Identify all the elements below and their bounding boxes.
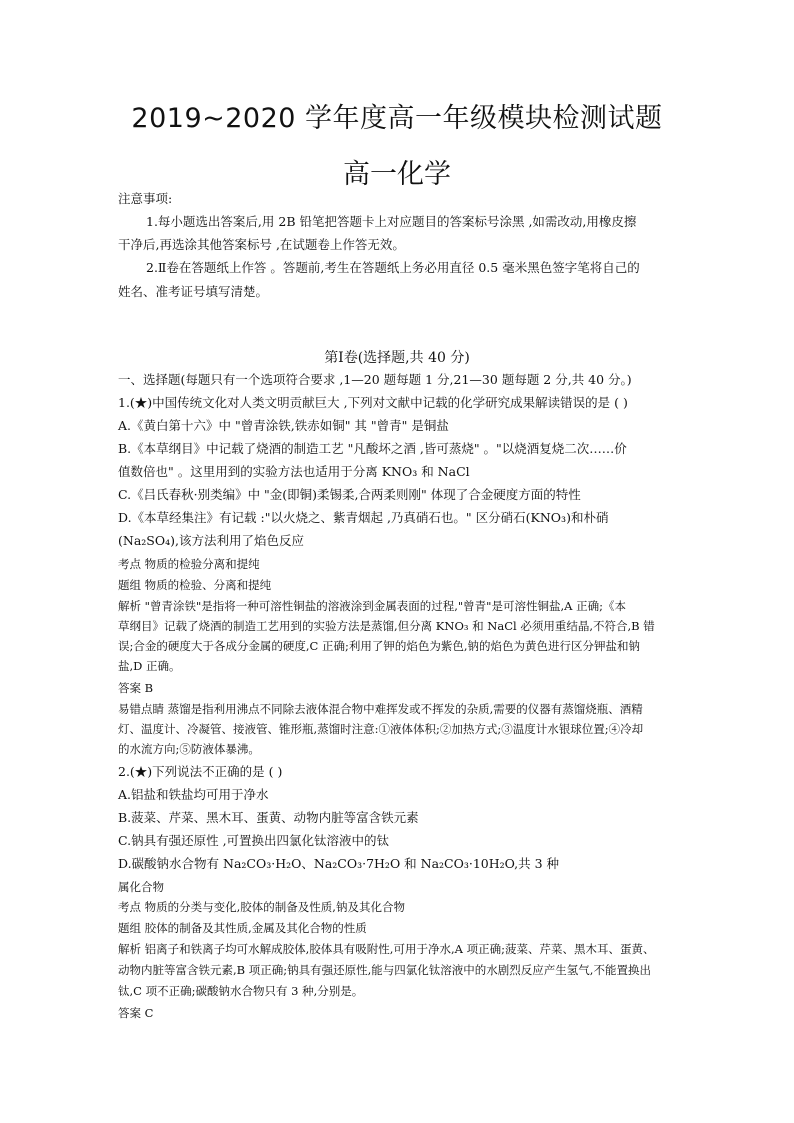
q1-option-d-line-1: D.《本草经集注》有记载 :"以火烧之、紫青烟起 ,乃真硝石也。" 区分硝石(KNO₃)和朴硝 <box>118 510 609 525</box>
q2-option-d-line-2: 属化合物 <box>118 880 164 894</box>
note-2-line-2: 姓名、准考证号填写清楚。 <box>118 284 269 299</box>
q1-option-d-line-2: (Na₂SO₄),该方法利用了焰色反应 <box>118 533 304 548</box>
section-title: 第Ⅰ卷(选择题,共 40 分) <box>324 350 470 366</box>
q2-kaodian: 考点 物质的分类与变化,胶体的制备及性质,钠及其化合物 <box>118 900 405 914</box>
note-1-line-2: 干净后,再选涂其他答案标号 ,在试题卷上作答无效。 <box>118 237 405 252</box>
q2-stem: 2.(★)下列说法不正确的是 ( ) <box>118 764 283 779</box>
q2-answer: 答案 C <box>118 1006 154 1020</box>
note-2-line-1: 2.Ⅱ卷在答题纸上作答 。答题前,考生在答题纸上务必用直径 0.5 毫米黑色签字笔将自己的 <box>146 260 640 275</box>
q1-option-b-line-2: 值数倍也" 。这里用到的实验方法也适用于分离 KNO₃ 和 NaCl <box>118 464 470 479</box>
q2-tizu: 题组 胶体的制备及其性质,金属及其化合物的性质 <box>118 921 367 935</box>
q1-stem: 1.(★)中国传统文化对人类文明贡献巨大 ,下列对文献中记载的化学研究成果解读错误的是 ( ) <box>118 395 628 410</box>
q2-explanation-line-3: 钛,C 项不正确;碳酸钠水合物只有 3 种,分别是。 <box>118 984 364 998</box>
q2-option-b: B.菠菜、芹菜、黑木耳、蛋黄、动物内脏等富含铁元素 <box>118 810 419 825</box>
q1-answer: 答案 B <box>118 681 154 695</box>
section-instructions: 一、选择题(每题只有一个选项符合要求 ,1—20 题每题 1 分,21—30 题每题 2 分,共 40 分。) <box>118 372 632 387</box>
q1-option-c: C.《吕氏春秋·别类编》中 "金(即铜)柔锡柔,合两柔则刚" 体现了合金硬度方面的特性 <box>118 487 581 502</box>
note-1-line-1: 1.每小题选出答案后,用 2B 铅笔把答题卡上对应题目的答案标号涂黑 ,如需改动,用橡皮擦 <box>146 214 637 229</box>
q1-tip-line-2: 灯、温度计、冷凝管、接液管、锥形瓶,蒸馏时注意:①液体体积;②加热方式;③温度计水银球位置;④冷却 <box>118 722 644 736</box>
q2-option-d-line-1: D.碳酸钠水合物有 Na₂CO₃·H₂O、Na₂CO₃·7H₂O 和 Na₂CO₃·10H₂O,共 3 种 <box>118 856 560 871</box>
q1-explanation-line-1: 解析 "曾青涂铁"是指将一种可溶性铜盐的溶液涂到金属表面的过程,"曾青"是可溶性铜盐,A 正确;《本 <box>118 599 626 613</box>
q1-explanation-line-2: 草纲目》记载了烧酒的制造工艺用到的实验方法是蒸馏,但分离 KNO₃ 和 NaCl 必须用重结晶,不符合,B 错 <box>118 619 655 633</box>
q1-tizu: 题组 物质的检验、分离和提纯 <box>118 578 272 592</box>
notes-heading: 注意事项: <box>118 191 173 206</box>
page-subtitle: 高一化学 <box>343 159 451 190</box>
q1-explanation-line-4: 盐,D 正确。 <box>118 659 181 673</box>
q2-option-c: C.钠具有强还原性 ,可置换出四氯化钛溶液中的钛 <box>118 833 390 848</box>
q1-kaodian: 考点 物质的检验分离和提纯 <box>118 557 260 571</box>
q1-option-b-line-1: B.《本草纲目》中记载了烧酒的制造工艺 "凡酸坏之酒 ,皆可蒸烧" 。"以烧酒复烧二次……价 <box>118 441 627 456</box>
q1-tip-line-3: 的水流方向;⑤防液体暴沸。 <box>118 742 260 756</box>
q2-option-a: A.铝盐和铁盐均可用于净水 <box>118 787 269 802</box>
q2-explanation-line-2: 动物内脏等富含铁元素,B 项正确;钠具有强还原性,能与四氯化钛溶液中的水剧烈反应产生氢气,不能置换出 <box>118 963 651 977</box>
page-title: 2019~2020 学年度高一年级模块检测试题 <box>131 103 663 134</box>
q1-option-a: A.《黄白第十六》中 "曾青涂铁,铁赤如铜" 其 "曾青" 是铜盐 <box>118 418 449 433</box>
q1-tip-line-1: 易错点睛 蒸馏是指利用沸点不同除去液体混合物中难挥发或不挥发的杂质,需要的仪器有蒸馏烧瓶、酒精 <box>118 702 643 716</box>
q1-explanation-line-3: 误;合金的硬度大于各成分金属的硬度,C 正确;利用了钾的焰色为紫色,钠的焰色为黄色进行区分钾盐和钠 <box>118 639 641 653</box>
q2-explanation-line-1: 解析 铝离子和铁离子均可水解成胶体,胶体具有吸附性,可用于净水,A 项正确;菠菜、芹菜、黑木耳、蛋黄、 <box>118 942 655 956</box>
